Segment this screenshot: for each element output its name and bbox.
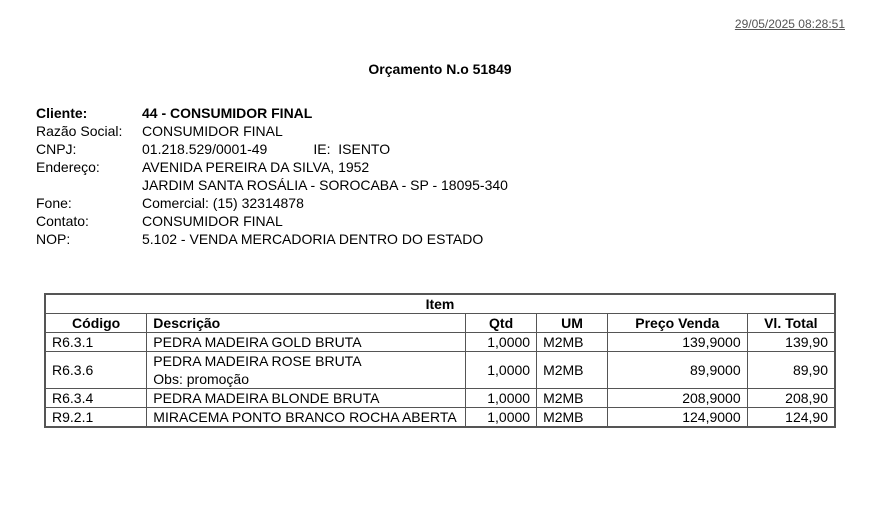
item-total: 124,90 bbox=[747, 408, 835, 428]
endereco-label: Endereço: bbox=[36, 159, 100, 175]
item-qtd: 1,0000 bbox=[466, 352, 537, 389]
item-total: 139,90 bbox=[747, 333, 835, 352]
item-obs: Obs: promoção bbox=[153, 371, 250, 387]
ie-value: ISENTO bbox=[338, 141, 391, 157]
item-um: M2MB bbox=[537, 352, 608, 389]
item-qtd: 1,0000 bbox=[466, 408, 537, 428]
timestamp: 29/05/2025 08:28:51 bbox=[734, 17, 845, 31]
razao-label: Razão Social: bbox=[36, 123, 123, 139]
item-description: MIRACEMA PONTO BRANCO ROCHA ABERTA bbox=[153, 409, 457, 425]
item-code: R9.2.1 bbox=[45, 408, 147, 428]
document-title: Orçamento N.o 51849 bbox=[368, 61, 512, 77]
fone-label: Fone: bbox=[36, 195, 72, 211]
header-descricao: Descrição bbox=[147, 314, 466, 333]
table-caption: Item bbox=[45, 294, 835, 314]
fone-value: Comercial: (15) 32314878 bbox=[142, 195, 304, 211]
item-um: M2MB bbox=[537, 333, 608, 352]
endereco-line2: JARDIM SANTA ROSÁLIA - SOROCABA - SP - 18095-340 bbox=[142, 177, 508, 193]
cliente-label: Cliente: bbox=[36, 105, 88, 121]
items-table bbox=[44, 293, 836, 428]
item-total: 89,90 bbox=[747, 352, 835, 389]
item-description: PEDRA MADEIRA GOLD BRUTA bbox=[153, 334, 362, 350]
client-info bbox=[36, 104, 508, 248]
cnpj-label: CNPJ: bbox=[36, 141, 77, 157]
cliente-value: 44 - CONSUMIDOR FINAL bbox=[142, 105, 313, 121]
header-um: UM bbox=[537, 314, 608, 333]
endereco-line1: AVENIDA PEREIRA DA SILVA, 1952 bbox=[142, 159, 370, 175]
cnpj-value: 01.218.529/0001-49 bbox=[142, 141, 268, 157]
header-total: Vl. Total bbox=[747, 314, 835, 333]
item-qtd: 1,0000 bbox=[466, 333, 537, 352]
item-code: R6.3.1 bbox=[45, 333, 147, 352]
contato-label: Contato: bbox=[36, 213, 89, 229]
contato-value: CONSUMIDOR FINAL bbox=[142, 213, 283, 229]
ie-label: IE: bbox=[313, 141, 331, 157]
header-codigo: Código bbox=[45, 314, 147, 333]
item-total: 208,90 bbox=[747, 389, 835, 408]
nop-label: NOP: bbox=[36, 231, 71, 247]
table-row bbox=[45, 389, 835, 408]
item-qtd: 1,0000 bbox=[466, 389, 537, 408]
item-preco: 124,9000 bbox=[607, 408, 747, 428]
item-description: PEDRA MADEIRA BLONDE BRUTA bbox=[153, 390, 380, 406]
item-um: M2MB bbox=[537, 408, 608, 428]
item-code: R6.3.4 bbox=[45, 389, 147, 408]
table-row bbox=[45, 333, 835, 352]
item-description: PEDRA MADEIRA ROSE BRUTA bbox=[153, 353, 362, 369]
table-row bbox=[45, 352, 835, 389]
item-preco: 89,9000 bbox=[607, 352, 747, 389]
item-um: M2MB bbox=[537, 389, 608, 408]
razao-value: CONSUMIDOR FINAL bbox=[142, 123, 283, 139]
item-code: R6.3.6 bbox=[45, 352, 147, 389]
header-preco: Preço Venda bbox=[607, 314, 747, 333]
header-qtd: Qtd bbox=[466, 314, 537, 333]
item-preco: 139,9000 bbox=[607, 333, 747, 352]
nop-value: 5.102 - VENDA MERCADORIA DENTRO DO ESTADO bbox=[142, 231, 484, 247]
table-row bbox=[45, 408, 835, 428]
item-preco: 208,9000 bbox=[607, 389, 747, 408]
